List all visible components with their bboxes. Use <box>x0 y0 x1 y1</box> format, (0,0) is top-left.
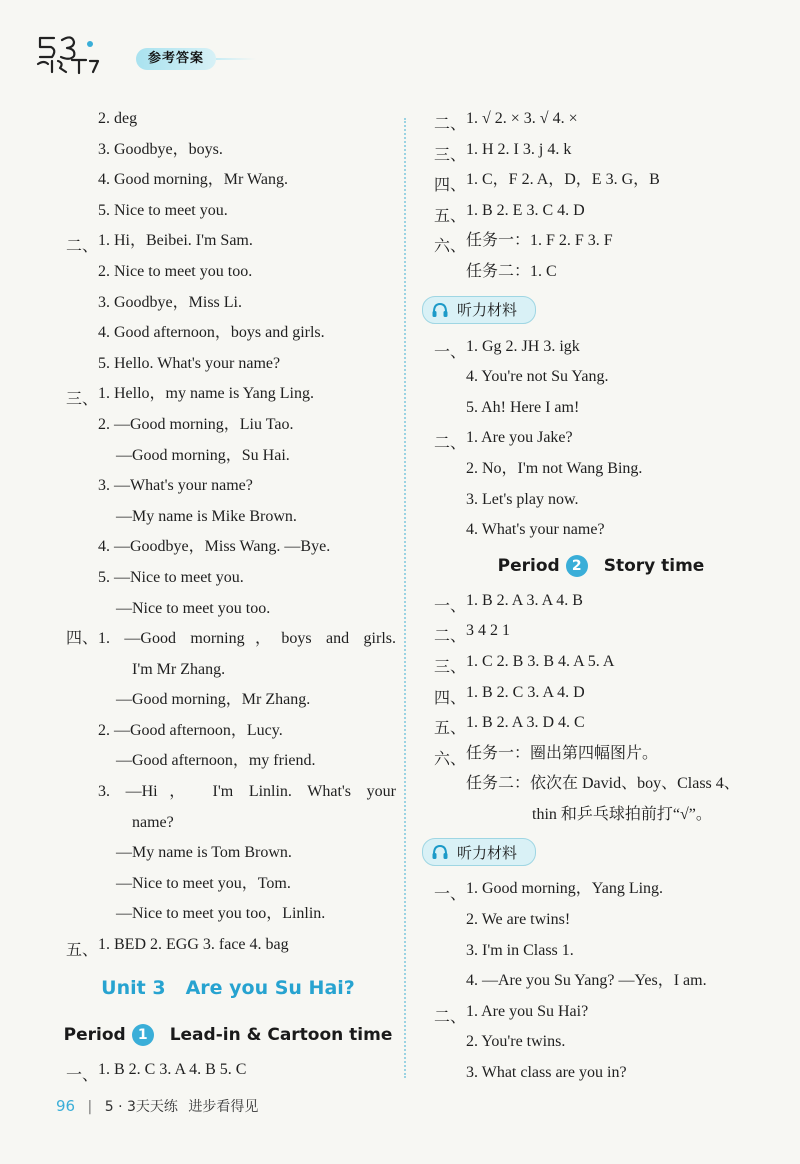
section-label: 二、 <box>433 628 466 646</box>
answer-text: 3. Goodbye，boys. <box>98 140 223 158</box>
answer-line <box>428 226 774 257</box>
section-label: 五、 <box>433 720 466 738</box>
answer-text: 3. —What's your name? <box>98 477 253 495</box>
period-number: 2 <box>566 555 588 577</box>
unit-number: Unit 3 <box>101 976 166 999</box>
answer-text: 4. You're not Su Yang. <box>466 368 609 386</box>
answer-line <box>60 899 396 930</box>
series-name: 5 · 3天天练 <box>104 1099 178 1115</box>
answer-line <box>428 515 774 546</box>
answer-text: 1. B 2. A 3. A 4. B <box>466 591 583 609</box>
section-label: 二、 <box>433 116 466 133</box>
badge-label: 听力材料 <box>457 301 518 320</box>
answer-text: 任务二：1. C <box>466 262 557 280</box>
section-label: 五、 <box>65 942 98 960</box>
answer-text: 2. —Good morning，Liu Tao. <box>98 415 294 433</box>
section-label: 一、 <box>433 597 466 615</box>
answer-text: —My name is Mike Brown. <box>116 507 297 525</box>
period-heading <box>60 1015 396 1055</box>
answer-text: —My name is Tom Brown. <box>116 844 292 862</box>
answer-line <box>60 838 396 869</box>
answer-line <box>60 746 396 777</box>
page-number: 96 <box>56 1097 76 1115</box>
answer-text: 1. Are you Su Hai? <box>466 1002 589 1020</box>
answer-line <box>60 502 396 533</box>
section-label: 三、 <box>433 658 466 676</box>
answer-text: thin 和乒乓球拍前打“√”。 <box>532 805 712 823</box>
answer-line <box>60 624 396 655</box>
answer-line <box>428 616 774 647</box>
period-heading <box>428 546 774 586</box>
answer-line <box>60 930 396 961</box>
answer-text: 2. —Good afternoon，Lucy. <box>98 721 283 739</box>
answer-text: name? <box>132 813 174 831</box>
answer-text: 2. You're twins. <box>466 1033 566 1051</box>
answer-text: 2. deg <box>98 110 138 127</box>
answer-text: 3 4 2 1 <box>466 622 510 640</box>
answer-line <box>428 423 774 454</box>
answer-line <box>428 800 774 831</box>
answer-text: 1. Gg 2. JH 3. igk <box>466 337 580 355</box>
answer-text: 1. Are you Jake? <box>466 429 573 447</box>
answer-line <box>428 997 774 1028</box>
answer-line <box>60 257 396 288</box>
answer-text: 4. —Are you Su Yang? —Yes，I am. <box>466 972 707 990</box>
period-number: 1 <box>132 1024 154 1046</box>
section-label: 二、 <box>65 238 98 256</box>
answer-line <box>428 708 774 739</box>
section-label: 六、 <box>433 750 466 768</box>
answer-text: 5. Nice to meet you. <box>98 201 228 219</box>
answer-text: 5. Ah! Here I am! <box>466 398 580 416</box>
answer-text: 1. B 2. E 3. C 4. D <box>466 201 585 219</box>
answer-text: 1. B 2. C 3. A 4. B 5. C <box>98 1060 247 1078</box>
answer-line <box>428 1027 774 1058</box>
answer-line <box>60 349 396 380</box>
answer-line <box>428 586 774 617</box>
answer-text: 1. BED 2. EGG 3. face 4. bag <box>98 936 289 954</box>
answer-line <box>60 594 396 625</box>
answer-line <box>60 1055 396 1086</box>
answer-line <box>60 288 396 319</box>
badge-label: 听力材料 <box>457 843 518 862</box>
answer-line <box>428 678 774 709</box>
answer-line <box>428 257 774 288</box>
answer-text: 3. What class are you in? <box>466 1064 627 1082</box>
period-word: Period <box>63 1024 126 1045</box>
answer-text: 1. √ 2. × 3. √ 4. × <box>466 110 578 127</box>
right-column <box>428 104 774 1089</box>
answer-text: 3. Goodbye，Miss Li. <box>98 293 243 311</box>
period-title: Story time <box>603 555 705 576</box>
answer-text: 1. —Good morning，boys and girls. <box>98 630 396 648</box>
column-divider <box>404 118 406 1078</box>
answer-text: 任务一：圈出第四幅图片。 <box>466 744 659 762</box>
section-label: 一、 <box>65 1066 98 1084</box>
answer-line <box>60 379 396 410</box>
answer-line <box>60 655 396 686</box>
answer-line <box>428 104 774 135</box>
answer-line <box>60 777 396 808</box>
headphones-icon <box>431 302 449 318</box>
left-column <box>60 104 396 1085</box>
section-label: 四、 <box>433 177 466 195</box>
answer-text: 任务二：依次在 David、boy、Class 4、 <box>466 775 740 793</box>
answer-line <box>60 808 396 839</box>
answer-text: I'm Mr Zhang. <box>132 660 226 678</box>
section-label: 一、 <box>433 343 466 361</box>
footer-separator: | <box>87 1099 93 1115</box>
answer-text: —Nice to meet you too，Linlin. <box>116 905 326 923</box>
answer-text: 1. B 2. C 3. A 4. D <box>466 683 585 701</box>
answer-text: 1. H 2. I 3. j 4. k <box>466 140 572 158</box>
answer-line <box>60 869 396 900</box>
listening-material-badge <box>422 296 536 324</box>
footer-slogan: 进步看得见 <box>188 1099 259 1115</box>
unit-title-text: Are you Su Hai? <box>185 976 355 999</box>
answer-line <box>428 905 774 936</box>
answer-line <box>60 135 396 166</box>
section-label: 二、 <box>433 1008 466 1026</box>
answer-line <box>428 966 774 997</box>
period-title: Lead-in & Cartoon time <box>169 1024 393 1045</box>
answer-line <box>428 332 774 363</box>
answer-line <box>428 196 774 227</box>
answer-text: 1. B 2. A 3. D 4. C <box>466 714 585 732</box>
answer-line <box>60 196 396 227</box>
section-label: 三、 <box>65 391 98 409</box>
answer-text: 3. I'm in Class 1. <box>466 941 574 959</box>
answer-line <box>60 716 396 747</box>
answer-line <box>428 874 774 905</box>
answer-text: 1. Hi，Beibei. I'm Sam. <box>98 232 253 250</box>
section-label: 三、 <box>433 146 466 164</box>
answer-line <box>428 1058 774 1089</box>
answer-line <box>60 318 396 349</box>
answer-text: 3. —Hi， I'm Linlin. What's your <box>98 783 396 801</box>
answer-line <box>60 532 396 563</box>
listening-material-row <box>422 830 774 874</box>
answer-text: 1. Good morning，Yang Ling. <box>466 880 664 898</box>
answer-text: 2. We are twins! <box>466 911 571 929</box>
answer-line <box>428 739 774 770</box>
answer-text: 5. Hello. What's your name? <box>98 354 281 372</box>
answer-text: 4. Good afternoon，boys and girls. <box>98 324 325 342</box>
answer-text: 1. Hello，my name is Yang Ling. <box>98 385 314 403</box>
section-label: 二、 <box>433 435 466 453</box>
answer-text: —Good afternoon，my friend. <box>116 752 316 770</box>
answer-line <box>60 471 396 502</box>
brand-logo-icon <box>32 30 108 76</box>
answer-line <box>60 410 396 441</box>
answer-text: 1. C 2. B 3. B 4. A 5. A <box>466 652 615 670</box>
answer-line <box>428 393 774 424</box>
answer-line <box>428 454 774 485</box>
section-label: 一、 <box>433 886 466 904</box>
answer-line <box>428 362 774 393</box>
section-label: 四、 <box>65 630 98 648</box>
answer-text: 3. Let's play now. <box>466 490 579 508</box>
answer-line <box>428 936 774 967</box>
answer-line <box>60 685 396 716</box>
page-header <box>32 30 332 80</box>
answer-line <box>60 226 396 257</box>
answer-text: 2. Nice to meet you too. <box>98 262 253 280</box>
page-footer <box>56 1096 258 1116</box>
section-label: 五、 <box>433 207 466 225</box>
answer-text: 任务一：1. F 2. F 3. F <box>466 232 613 250</box>
answer-line <box>428 769 774 800</box>
answer-text: 4. —Goodbye，Miss Wang. —Bye. <box>98 538 331 556</box>
answer-text: 2. No，I'm not Wang Bing. <box>466 459 643 477</box>
answer-line <box>60 563 396 594</box>
answer-key-tag: 参考答案 <box>136 48 216 70</box>
answer-line <box>428 165 774 196</box>
answer-line <box>60 441 396 472</box>
unit-heading <box>60 961 396 1015</box>
answer-line <box>428 135 774 166</box>
headphones-icon <box>431 844 449 860</box>
listening-material-row <box>422 288 774 332</box>
answer-text: —Nice to meet you too. <box>116 599 271 617</box>
answer-text: —Nice to meet you，Tom. <box>116 874 291 892</box>
answer-text: 4. Good morning，Mr Wang. <box>98 171 288 189</box>
answer-text: 1. C，F 2. A，D，E 3. G，B <box>466 171 660 189</box>
section-label: 四、 <box>433 689 466 707</box>
answer-line <box>428 647 774 678</box>
answer-line <box>428 485 774 516</box>
answer-text: —Good morning，Su Hai. <box>116 446 290 464</box>
answer-text: 5. —Nice to meet you. <box>98 568 244 586</box>
answer-text: —Good morning，Mr Zhang. <box>116 691 311 709</box>
answer-line <box>60 104 396 135</box>
section-label: 六、 <box>433 238 466 256</box>
answer-line <box>60 165 396 196</box>
listening-material-badge <box>422 838 536 866</box>
period-word: Period <box>497 555 560 576</box>
answer-text: 4. What's your name? <box>466 521 605 539</box>
